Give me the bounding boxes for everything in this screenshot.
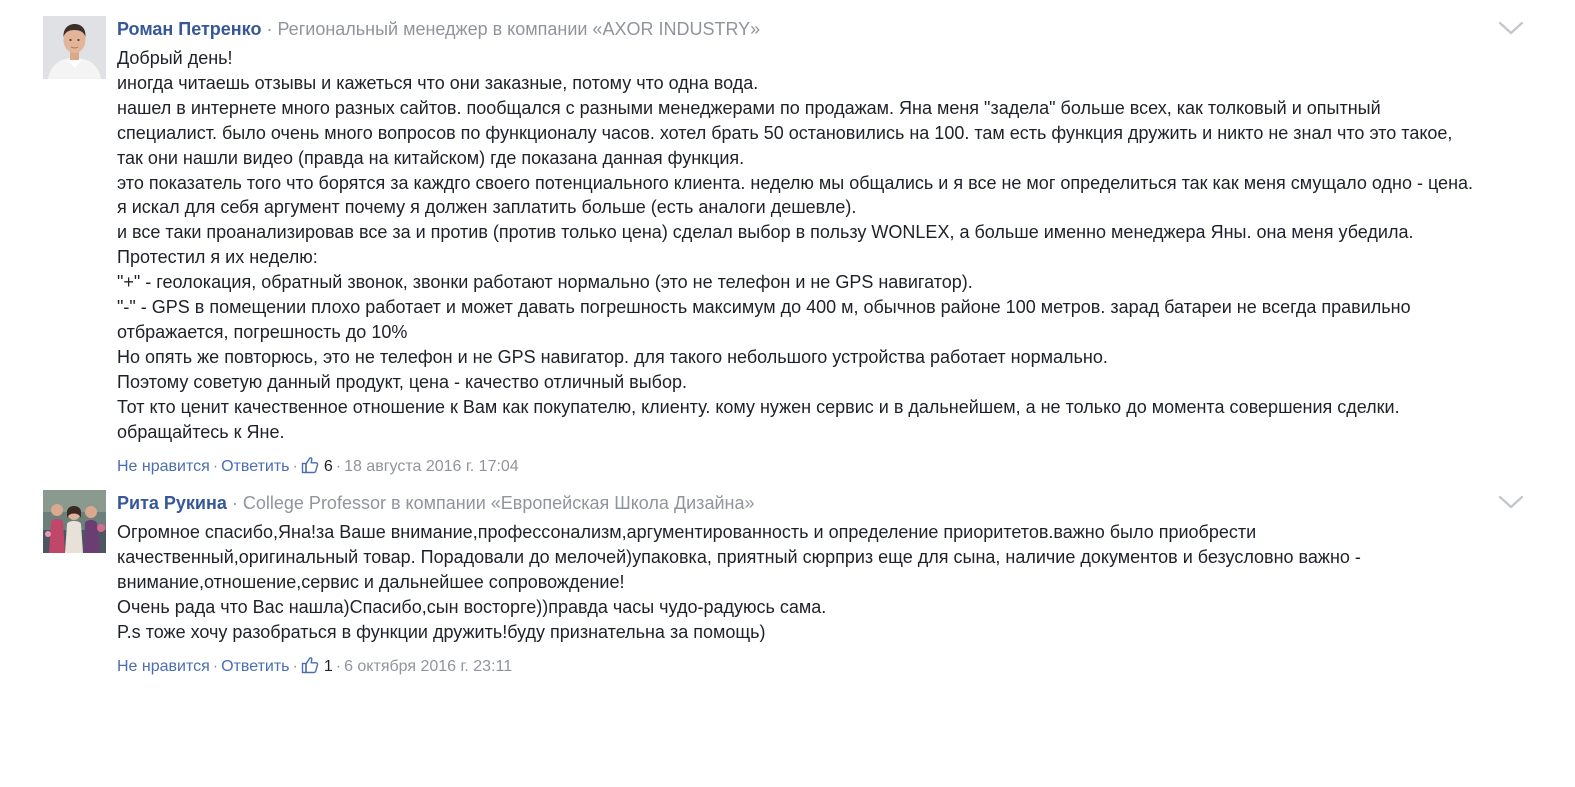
separator-dot: ·: [292, 657, 298, 675]
comment-line: обращайтесь к Яне.: [117, 421, 285, 442]
separator-dot: ·: [212, 657, 219, 675]
comment-actions: [117, 655, 1527, 679]
comment-line: специалист. было очень много вопросов по функционалу часов. хотел брать 50 остановились на 100. там есть функция дружить и никто не знал что это такое,: [117, 122, 1453, 143]
comment-line: я искал для себя аргумент почему я должен заплатить больше (есть аналоги дешевле).: [117, 197, 857, 218]
comment-line: внимание,отношение,сервис и дальнейшее сопровождение!: [117, 571, 625, 592]
author-name[interactable]: Рита Рукина: [117, 493, 227, 513]
comment-line: отбражается, погрешность до 10%: [117, 321, 408, 342]
comment-line: P.s тоже хочу разобраться в функции дружить!буду признательна за помощь): [117, 621, 766, 642]
separator-dot: ·: [231, 493, 243, 513]
timestamp[interactable]: 6 октября 2016 г. 23:11: [344, 657, 513, 675]
comment-header: [117, 16, 1527, 42]
separator-dot: ·: [335, 657, 342, 675]
avatar[interactable]: [43, 490, 106, 553]
chevron-down-icon[interactable]: [1498, 494, 1524, 510]
reply-link[interactable]: Ответить: [221, 457, 290, 475]
unlike-link[interactable]: Не нравится: [117, 657, 210, 675]
avatar-image: [43, 16, 106, 79]
comment-line: качественный,оригинальный товар. Порадовали до мелочей)упаковка, приятный сюрприз еще для сына, наличие документов и безусловно важно -: [117, 546, 1361, 567]
avatar-image: [43, 490, 106, 553]
separator-dot: ·: [266, 19, 278, 39]
comment-body: [117, 16, 1527, 479]
comment-line: Но опять же повторюсь, это не телефон и не GPS навигатор. для такого небольшого устройства работает нормально.: [117, 346, 1108, 367]
comment-line: это показатель того что борятся за каждго своего потенциального клиента. неделю мы общались и я все не мог определиться так как меня смущало одно - цена.: [117, 172, 1474, 193]
comment-line: Добрый день!: [117, 48, 233, 68]
separator-dot: ·: [212, 457, 219, 475]
reply-link[interactable]: Ответить: [221, 657, 290, 675]
author-role: Региональный менеджер в компании «AXOR INDUSTRY»: [277, 19, 761, 39]
comment-line: "-" - GPS в помещении плохо работает и может давать погрешность максимум до 400 м, обычнов районе 100 метров. зарад батареи не всегда правильно: [117, 297, 1411, 318]
avatar[interactable]: [43, 16, 106, 79]
comment-line: так они нашли видео (правда на китайском) где показана данная функция.: [117, 147, 745, 168]
comment-line: Огромное спасибо,Яна!за Ваше внимание,профессонализм,аргументированность и определение приоритетов.важно было приобрести: [117, 522, 1257, 542]
chevron-down-icon[interactable]: [1498, 20, 1524, 36]
comment-text: [117, 46, 1527, 445]
comment-line: Очень рада что Вас нашла)Спасибо,сын восторге))правда часы чудо-радуюсь сама.: [117, 596, 827, 617]
author-name[interactable]: Роман Петренко: [117, 19, 262, 39]
comment-line: Поэтому советую данный продукт, цена - качество отличный выбор.: [117, 371, 688, 392]
separator-dot: ·: [335, 457, 342, 475]
comment-line: Протестил я их неделю:: [117, 247, 318, 268]
comment-line: иногда читаешь отзывы и кажеться что они заказные, потому что одна вода.: [117, 72, 759, 93]
comment-line: "+" - геолокация, обратный звонок, звонки работают нормально (это не телефон и не GPS навигатор).: [117, 272, 973, 293]
timestamp[interactable]: 18 августа 2016 г. 17:04: [344, 457, 519, 475]
comment-line: нашел в интернете много разных сайтов. пообщался с разными менеджерами по продажам. Яна меня "задела" больше всех, как толковый и опытный: [117, 97, 1381, 118]
author-role: College Professor в компании «Европейская Школа Дизайна»: [242, 493, 755, 513]
comment-actions: [117, 455, 1527, 479]
comment-text: [117, 520, 1527, 645]
comment-header: [117, 490, 1527, 516]
like-count: 6: [323, 457, 333, 475]
separator-dot: ·: [292, 457, 298, 475]
unlike-link[interactable]: Не нравится: [117, 457, 210, 475]
comment-line: и все таки проанализировав все за и против (против только цена) сделал выбор в пользу WONLEX, а больше именно менеджера Яны. она меня убедила.: [117, 222, 1414, 243]
like-count: 1: [323, 657, 333, 675]
thumbs-up-icon[interactable]: [301, 456, 319, 474]
thumbs-up-icon[interactable]: [301, 656, 319, 674]
comment-body: [117, 490, 1527, 679]
comment-line: Тот кто ценит качественное отношение к Вам как покупателю, клиенту. кому нужен сервис и в дальнейшем, а не только до момента совершения сделки.: [117, 396, 1400, 417]
